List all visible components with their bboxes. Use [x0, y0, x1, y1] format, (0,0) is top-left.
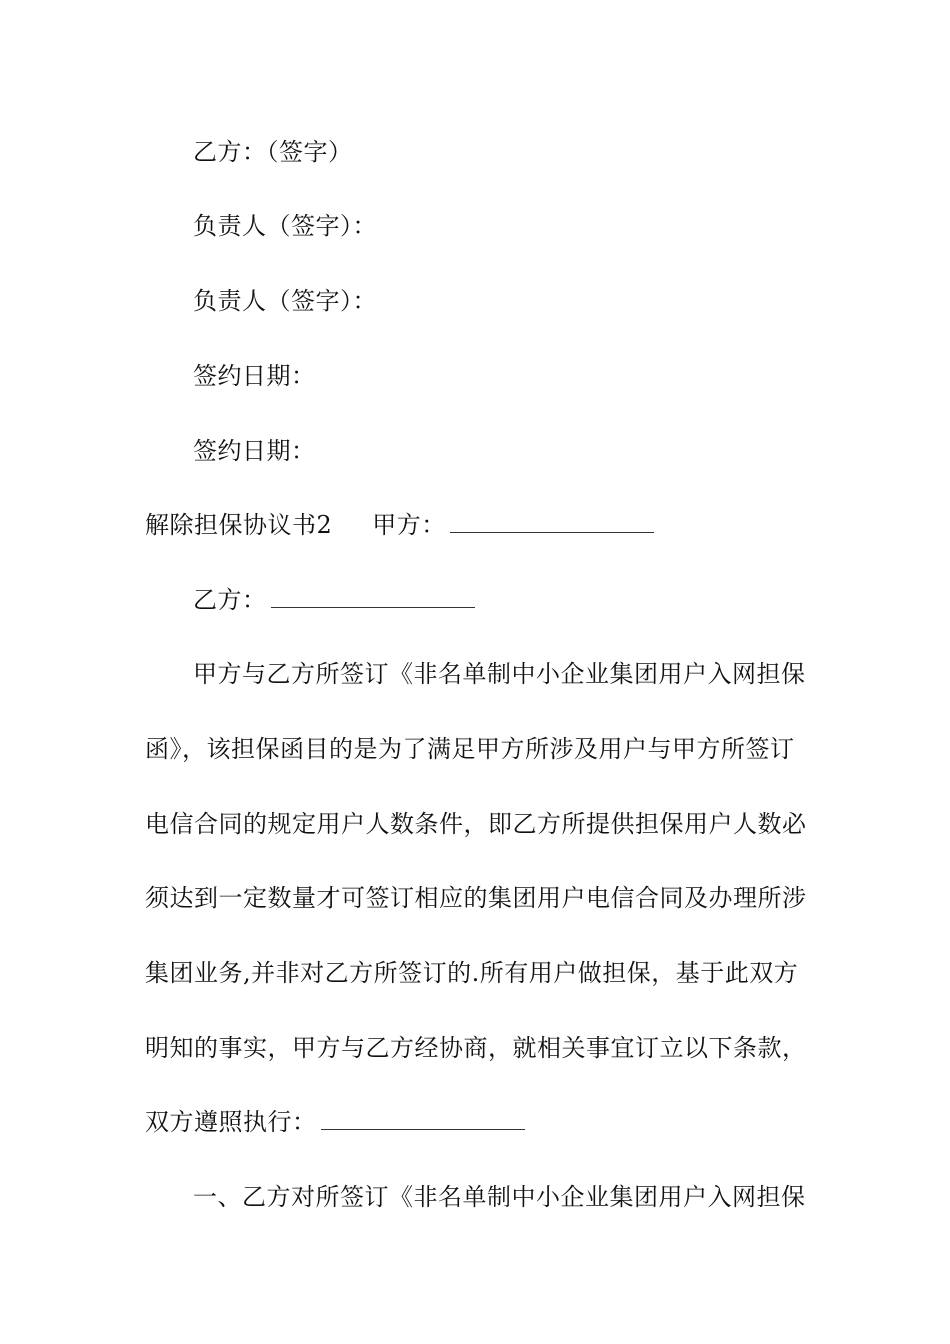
party-b-label: 乙方： [193, 586, 267, 614]
party-b-line [193, 584, 873, 616]
clause-1-line: 一、乙方对所签订《非名单制中小企业集团用户入网担保 [193, 1183, 806, 1211]
paragraph-line-2: 函》，该担保函目的是为了满足甲方所涉及用户与甲方所签订 [145, 735, 795, 763]
signing-date-line-2: 签约日期： [193, 437, 316, 465]
paragraph-line-5: 集团业务,并非对乙方所签订的.所有用户做担保，基于此双方 [145, 959, 799, 987]
paragraph-line-6: 明知的事实，甲方与乙方经协商，就相关事宜订立以下条款， [145, 1034, 807, 1062]
responsible-person-signature-line-2: 负责人（签字）： [193, 287, 377, 315]
party-a-label: 甲方： [372, 511, 446, 539]
agreement-title: 解除担保协议书2 [145, 511, 333, 539]
responsible-person-signature-line-1: 负责人（签字）： [193, 212, 377, 240]
paragraph-line-1: 甲方与乙方所签订《非名单制中小企业集团用户入网担保 [193, 660, 806, 688]
paragraph-line-3: 电信合同的规定用户人数条件，即乙方所提供担保用户人数必 [145, 810, 807, 838]
paragraph-line-4: 须达到一定数量才可签订相应的集团用户电信合同及办理所涉 [145, 884, 807, 912]
paragraph-line-7-text: 双方遵照执行： [145, 1108, 317, 1136]
party-a-blank [450, 512, 654, 533]
party-b-blank [271, 587, 475, 608]
signing-date-line-1: 签约日期： [193, 362, 316, 390]
party-b-signature-line: 乙方：（签字） [193, 138, 353, 166]
agreement-heading-line [145, 509, 825, 541]
execution-blank [321, 1109, 525, 1130]
paragraph-line-7 [145, 1106, 825, 1138]
